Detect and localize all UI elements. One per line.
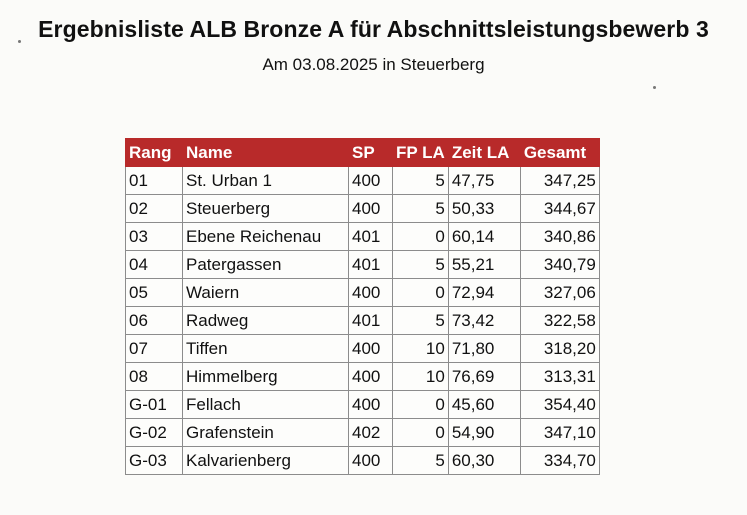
cell-sp: 400 — [349, 279, 393, 307]
cell-fp-la: 0 — [393, 391, 449, 419]
cell-zeit-la: 72,94 — [448, 279, 520, 307]
table-row — [126, 195, 600, 223]
cell-sp: 401 — [349, 251, 393, 279]
table-row — [126, 279, 600, 307]
cell-rang: 05 — [126, 279, 183, 307]
cell-sp: 400 — [349, 363, 393, 391]
cell-sp: 400 — [349, 167, 393, 195]
cell-sp: 400 — [349, 391, 393, 419]
cell-rang: 04 — [126, 251, 183, 279]
table-row — [126, 307, 600, 335]
cell-gesamt: 344,67 — [520, 195, 599, 223]
cell-sp: 400 — [349, 335, 393, 363]
cell-rang: 06 — [126, 307, 183, 335]
cell-gesamt: 354,40 — [520, 391, 599, 419]
table-header-row — [126, 139, 600, 167]
cell-fp-la: 0 — [393, 419, 449, 447]
cell-name: Waiern — [183, 279, 349, 307]
cell-name: Grafenstein — [183, 419, 349, 447]
column-header-name: Name — [183, 139, 349, 167]
cell-zeit-la: 45,60 — [448, 391, 520, 419]
cell-name: Himmelberg — [183, 363, 349, 391]
table-row — [126, 447, 600, 475]
cell-name: Ebene Reichenau — [183, 223, 349, 251]
cell-name: Radweg — [183, 307, 349, 335]
column-header-gesamt: Gesamt — [520, 139, 599, 167]
scan-speck — [18, 40, 21, 43]
column-header-sp: SP — [349, 139, 393, 167]
scan-speck — [653, 86, 656, 89]
document-title: Ergebnisliste ALB Bronze A für Abschnittsleistungsbewerb 3 — [38, 16, 709, 42]
cell-rang: 01 — [126, 167, 183, 195]
cell-sp: 401 — [349, 223, 393, 251]
table-row — [126, 363, 600, 391]
table-row — [126, 223, 600, 251]
cell-gesamt: 340,79 — [520, 251, 599, 279]
cell-gesamt: 318,20 — [520, 335, 599, 363]
column-header-fp-la: FP LA — [393, 139, 449, 167]
cell-rang: 02 — [126, 195, 183, 223]
cell-name: Patergassen — [183, 251, 349, 279]
cell-gesamt: 347,10 — [520, 419, 599, 447]
column-header-rang: Rang — [126, 139, 183, 167]
cell-fp-la: 5 — [393, 167, 449, 195]
cell-rang: G-02 — [126, 419, 183, 447]
cell-zeit-la: 55,21 — [448, 251, 520, 279]
cell-fp-la: 10 — [393, 363, 449, 391]
table-row — [126, 391, 600, 419]
document-subtitle: Am 03.08.2025 in Steuerberg — [262, 55, 485, 74]
cell-gesamt: 327,06 — [520, 279, 599, 307]
cell-rang: 03 — [126, 223, 183, 251]
cell-rang: 08 — [126, 363, 183, 391]
cell-rang: G-03 — [126, 447, 183, 475]
cell-rang: G-01 — [126, 391, 183, 419]
cell-sp: 402 — [349, 419, 393, 447]
cell-zeit-la: 60,30 — [448, 447, 520, 475]
table-row — [126, 251, 600, 279]
cell-sp: 400 — [349, 195, 393, 223]
cell-fp-la: 5 — [393, 307, 449, 335]
cell-sp: 400 — [349, 447, 393, 475]
cell-sp: 401 — [349, 307, 393, 335]
table-row — [126, 167, 600, 195]
cell-zeit-la: 50,33 — [448, 195, 520, 223]
cell-fp-la: 5 — [393, 251, 449, 279]
cell-rang: 07 — [126, 335, 183, 363]
cell-name: Tiffen — [183, 335, 349, 363]
cell-gesamt: 340,86 — [520, 223, 599, 251]
cell-fp-la: 5 — [393, 195, 449, 223]
cell-zeit-la: 71,80 — [448, 335, 520, 363]
column-header-zeit-la: Zeit LA — [448, 139, 520, 167]
cell-fp-la: 0 — [393, 223, 449, 251]
cell-gesamt: 334,70 — [520, 447, 599, 475]
cell-name: St. Urban 1 — [183, 167, 349, 195]
cell-fp-la: 10 — [393, 335, 449, 363]
cell-gesamt: 347,25 — [520, 167, 599, 195]
cell-name: Steuerberg — [183, 195, 349, 223]
cell-zeit-la: 54,90 — [448, 419, 520, 447]
cell-fp-la: 0 — [393, 279, 449, 307]
cell-gesamt: 313,31 — [520, 363, 599, 391]
cell-name: Kalvarienberg — [183, 447, 349, 475]
cell-zeit-la: 47,75 — [448, 167, 520, 195]
cell-zeit-la: 60,14 — [448, 223, 520, 251]
table-row — [126, 335, 600, 363]
cell-zeit-la: 76,69 — [448, 363, 520, 391]
results-table — [125, 138, 600, 475]
table-row — [126, 419, 600, 447]
cell-zeit-la: 73,42 — [448, 307, 520, 335]
cell-gesamt: 322,58 — [520, 307, 599, 335]
cell-name: Fellach — [183, 391, 349, 419]
cell-fp-la: 5 — [393, 447, 449, 475]
